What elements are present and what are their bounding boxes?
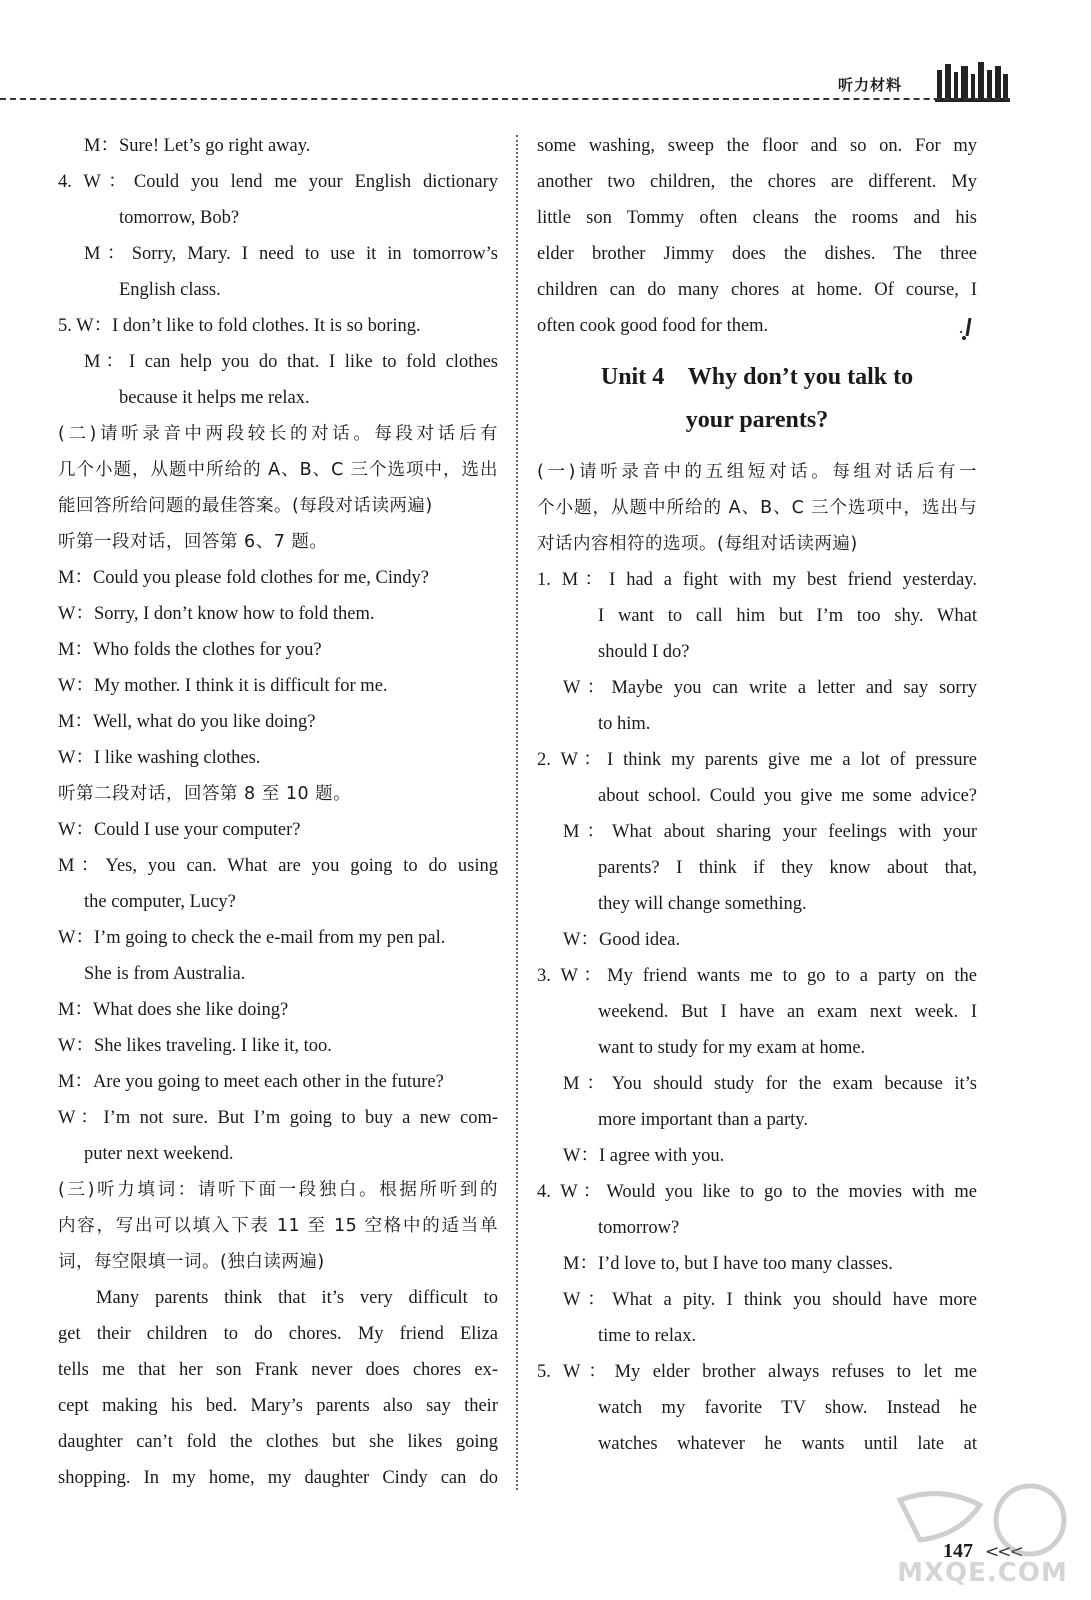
left-column-line: 4. W：Could you lend me your English dictionary	[58, 172, 498, 192]
left-column-line: She is from Australia.	[84, 964, 246, 984]
watermark-text: MXQE.COM	[897, 1558, 1068, 1588]
right-column-bottom-line: 1. M：I had a fight with my best friend yesterday.	[537, 570, 977, 590]
right-column-bottom-line: tomorrow?	[598, 1218, 680, 1238]
left-column	[58, 128, 498, 1496]
right-column-top-line: often cook good food for them.	[537, 316, 769, 336]
right-column-top-line: some washing, sweep the floor and so on. For my	[537, 136, 977, 156]
left-column-line: shopping. In my home, my daughter Cindy can do	[58, 1468, 498, 1488]
left-column-line: the computer, Lucy?	[84, 892, 236, 912]
left-column-line: W：Sorry, I don’t know how to fold them.	[58, 604, 375, 624]
left-column-line: 几个小题，从题中所给的 A、B、C 三个选项中，选出	[58, 460, 498, 480]
right-column-bottom-line: more important than a party.	[598, 1110, 808, 1130]
left-column-line: 听第二段对话，回答第 8 至 10 题。	[58, 784, 352, 804]
right-column-bottom-line: M：You should study for the exam because it’s	[563, 1074, 977, 1094]
right-column-bottom-line: weekend. But I have an exam next week. I	[598, 1002, 977, 1022]
right-column	[537, 128, 977, 1462]
page-header	[0, 0, 1091, 110]
right-column-bottom-line: W：I agree with you.	[563, 1146, 725, 1166]
right-column-bottom-line: 对话内容相符的选项。(每组对话读两遍)	[537, 534, 858, 554]
section-title: 听力材料	[838, 76, 903, 94]
left-column-line: W：She likes traveling. I like it, too.	[58, 1036, 332, 1056]
right-column-bottom-line: 3. W：My friend wants me to go to a party on the	[537, 966, 977, 986]
right-column-bottom-line: W：Good idea.	[563, 930, 681, 950]
right-column-bottom-line: M：What about sharing your feelings with your	[563, 822, 977, 842]
right-column-bottom-line: parents? I think if they know about that,	[598, 858, 977, 878]
left-column-line: Many parents think that it’s very difficult to	[96, 1288, 498, 1308]
left-column-line: M：Could you please fold clothes for me, Cindy?	[58, 568, 429, 588]
left-column-line: M：Who folds the clothes for you?	[58, 640, 322, 660]
right-column-bottom-line: to him.	[598, 714, 651, 734]
page-arrows: <<<	[985, 1542, 1022, 1562]
unit-title-line-1: Unit 4 Why don’t you talk to	[600, 364, 914, 390]
right-column-bottom-line: about school. Could you give me some advice?	[598, 786, 977, 806]
right-column-bottom-line: (一)请听录音中的五组短对话。每组对话后有一	[537, 462, 977, 482]
left-column-line: M：Sure! Let’s go right away.	[84, 136, 311, 156]
left-column-line: 内容，写出可以填入下表 11 至 15 空格中的适当单	[58, 1216, 498, 1236]
right-column-top-line: little son Tommy often cleans the rooms and his	[537, 208, 977, 228]
left-column-line: tells me that her son Frank never does chores ex-	[58, 1360, 498, 1380]
left-column-line: daughter can’t fold the clothes but she likes going	[58, 1432, 498, 1452]
right-column-top-line: children can do many chores at home. Of course, I	[537, 280, 977, 300]
left-column-line: W：My mother. I think it is difficult for me.	[58, 676, 388, 696]
left-column-line: because it helps me relax.	[119, 388, 310, 408]
right-column-bottom-line: M：I’d love to, but I have too many classes.	[563, 1254, 893, 1274]
column-divider	[516, 135, 518, 1490]
unit-title-line-2: your parents?	[685, 407, 829, 433]
left-column-line: English class.	[119, 280, 221, 300]
left-column-line: 听第一段对话，回答第 6、7 题。	[58, 532, 328, 552]
left-column-line: 词，每空限填一词。(独白读两遍)	[58, 1252, 325, 1272]
right-column-bottom-line: 4. W：Would you like to go to the movies with me	[537, 1182, 977, 1202]
watermark-icon	[880, 1480, 1085, 1560]
left-column-line: 5. W：I don’t like to fold clothes. It is so boring.	[58, 316, 421, 336]
right-column-top-line: another two children, the chores are different. My	[537, 172, 977, 192]
left-column-line: M：Well, what do you like doing?	[58, 712, 316, 732]
left-column-line: M：Sorry, Mary. I need to use it in tomorrow’s	[84, 244, 498, 264]
right-column-bottom-line: should I do?	[598, 642, 690, 662]
watermark-logo	[880, 1480, 1085, 1595]
left-column-line: M：Yes, you can. What are you going to do using	[58, 856, 498, 876]
right-column-dialogues	[537, 454, 977, 1462]
right-column-top-text	[537, 128, 977, 344]
end-mark-icon	[958, 316, 976, 342]
right-column-bottom-line: time to relax.	[598, 1326, 697, 1346]
left-column-line: (二)请听录音中两段较长的对话。每段对话后有	[58, 424, 498, 444]
left-column-line: (三)听力填词：请听下面一段独白。根据所听到的	[58, 1180, 498, 1200]
page-number: 147	[943, 1540, 973, 1562]
right-column-bottom-line: 5. W：My elder brother always refuses to let me	[537, 1362, 977, 1382]
right-column-top-line: elder brother Jimmy does the dishes. The three	[537, 244, 977, 264]
right-column-bottom-line: 个小题，从题中所给的 A、B、C 三个选项中，选出与	[537, 498, 977, 518]
right-column-bottom-line: watches whatever he wants until late at	[598, 1434, 977, 1454]
left-column-line: W：I’m not sure. But I’m going to buy a new com-	[58, 1108, 498, 1128]
left-column-line: 能回答所给问题的最佳答案。(每段对话读两遍)	[58, 496, 433, 516]
header-divider	[0, 98, 1010, 100]
right-column-bottom-line: watch my favorite TV show. Instead he	[598, 1398, 977, 1418]
right-column-bottom-line: W：Maybe you can write a letter and say sorry	[563, 678, 977, 698]
left-column-line: M：Are you going to meet each other in the future?	[58, 1072, 444, 1092]
left-column-line: M：I can help you do that. I like to fold clothes	[84, 352, 498, 372]
right-column-bottom-line: 2. W：I think my parents give me a lot of pressure	[537, 750, 977, 770]
right-column-bottom-line: want to study for my exam at home.	[598, 1038, 866, 1058]
left-column-line: tomorrow, Bob?	[119, 208, 240, 228]
left-column-line: W：Could I use your computer?	[58, 820, 301, 840]
left-column-line: puter next weekend.	[84, 1144, 234, 1164]
left-column-line: W：I like washing clothes.	[58, 748, 261, 768]
left-column-line: cept making his bed. Mary’s parents also say their	[58, 1396, 498, 1416]
left-column-line: W：I’m going to check the e-mail from my pen pal.	[58, 928, 446, 948]
right-column-bottom-line: they will change something.	[598, 894, 807, 914]
right-column-bottom-line: I want to call him but I’m too shy. What	[598, 606, 977, 626]
left-column-line: M：What does she like doing?	[58, 1000, 289, 1020]
right-column-bottom-line: W：What a pity. I think you should have more	[563, 1290, 977, 1310]
left-column-line: get their children to do chores. My friend Eliza	[58, 1324, 498, 1344]
